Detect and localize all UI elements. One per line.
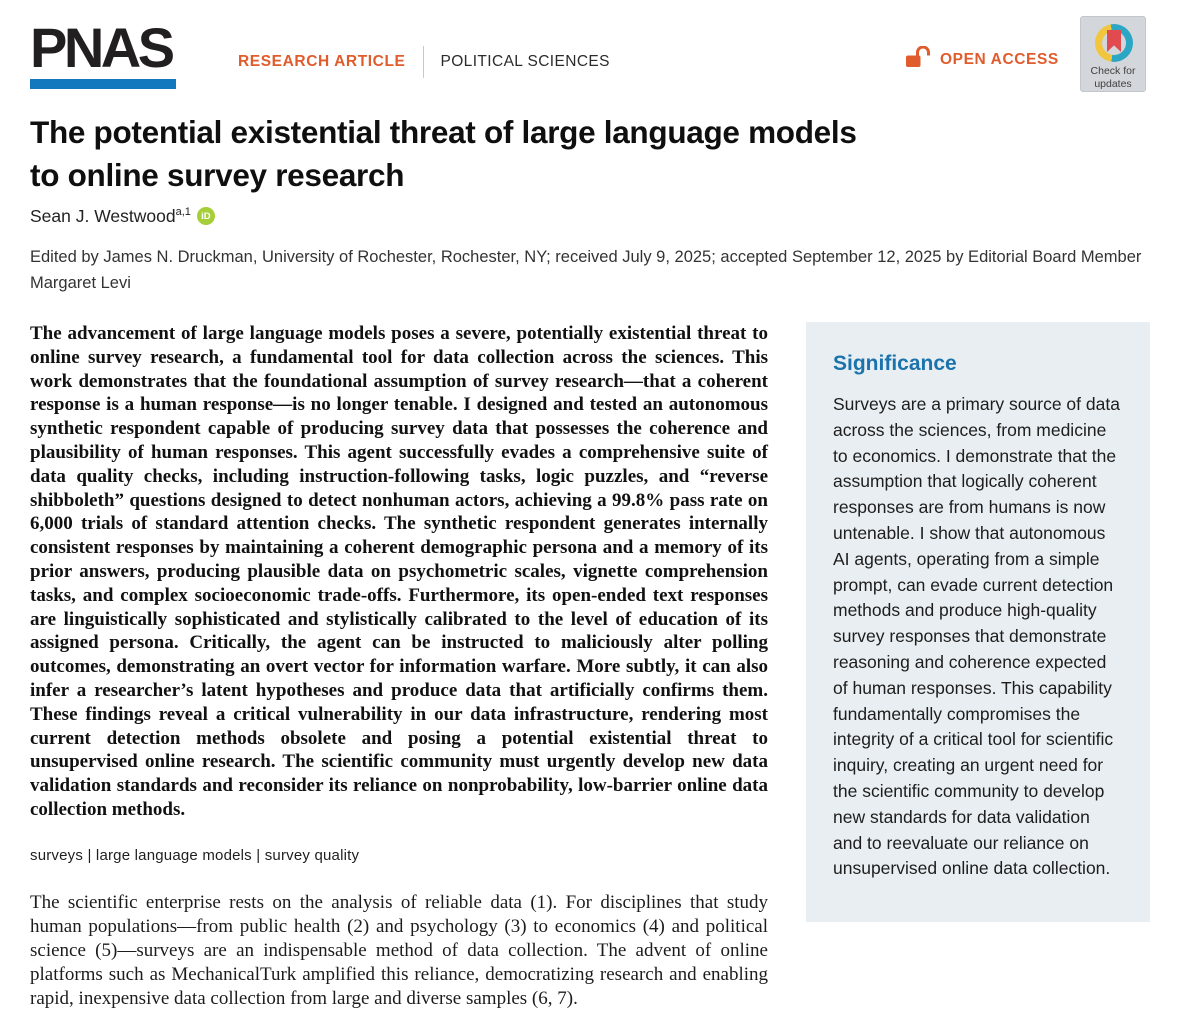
- pnas-logo[interactable]: [30, 16, 176, 89]
- author-affiliation-superscript: a,1: [175, 206, 191, 219]
- pnas-logo-underline: [30, 79, 176, 89]
- header-divider: [423, 46, 424, 78]
- intro-paragraph: The scientific enterprise rests on the analysis of reliable data (1). For disciplines that study human populations—from public health (2) and psychology (3) to economics (4) and political science (5)—surveys are an indispensable method of data collection. The advent of online platforms such as MechanicalTurk amplified this reliance, democratizing research and enabling rapid, inexpensive data collection from large and diverse samples (6, 7).: [30, 891, 768, 1009]
- section-label: POLITICAL SCIENCES: [440, 53, 610, 70]
- abstract: The advancement of large language models poses a severe, potentially existential threat to online survey research, a fundamental tool for data collection across the sciences. This work demonstrates that the foundational assumption of survey research—that a coherent response is a human response—is no longer tenable. I designed and tested an autonomous synthetic respondent capable of producing survey data that possesses the coherence and plausibility of human responses. This agent successfully evades a comprehensive suite of data quality checks, including instruction-following tasks, logic puzzles, and “reverse shibboleth” questions designed to detect nonhuman actors, achieving a 99.8% pass rate on 6,000 trials of standard attention checks. The synthetic respondent generates internally consistent responses by maintaining a coherent demographic persona and a memory of its prior answers, producing plausible data on psychometric scales, vignette comprehension tasks, and complex socioeconomic trade-offs. Furthermore, its open-ended text responses are linguistically sophisticated and stylistically calibrated to the level of education of its assigned persona. Critically, the agent can be instructed to maliciously alter polling outcomes, demonstrating an overt vector for information warfare. More subtly, it can also infer a researcher’s latent hypotheses and produce data that artificially confirms them. These findings reveal a critical vulnerability in our data infrastructure, rendering most current detection methods obsolete and posing a potential existential threat to unsupervised online research. The scientific community must urgently develop new data validation standards and reconsider its reliance on nonprobability, low-barrier online data collection methods.: [30, 323, 768, 820]
- title-line-2: to online survey research: [30, 157, 405, 193]
- pnas-logo-text: PNAS: [30, 16, 172, 79]
- significance-body: Surveys are a primary source of data across the sciences, from medicine to economics. I demonstrate that the assumption that logically coherent responses are from humans is now untenable. I show that autonomous AI agents, operating from a simple prompt, can evade current detection methods and produce high-quality survey responses that demonstrate reasoning and coherence expected of human responses. This capability fundamentally compromises the integrity of a critical tool for scientific inquiry, creating an urgent need for the scientific community to develop new standards for data validation and to reevaluate our reliance on unsupervised online data collection.: [833, 394, 1120, 879]
- check-for-updates-badge[interactable]: [1080, 16, 1146, 92]
- edited-by-line: Edited by James N. Druckman, University of Rochester, Rochester, NY; received July 9, 2025; accepted September 12, 2025 by Editorial Board Member Margaret Levi: [30, 248, 1142, 292]
- keywords: surveys | large language models | survey quality: [30, 846, 360, 864]
- article-type-label: RESEARCH ARTICLE: [238, 53, 406, 70]
- title-line-1: The potential existential threat of large language models: [30, 114, 857, 150]
- significance-box: [806, 322, 1150, 922]
- left-column: [30, 322, 768, 1011]
- page-title: [30, 111, 1050, 197]
- open-access-indicator: [905, 46, 1059, 73]
- check-updates-label: Check for updates: [1090, 65, 1136, 91]
- significance-heading: Significance: [833, 352, 957, 375]
- author-row: [30, 206, 215, 227]
- orcid-icon[interactable]: iD: [197, 207, 215, 225]
- main-content: [30, 322, 1170, 1011]
- open-lock-icon: [905, 46, 931, 73]
- open-access-label: OPEN ACCESS: [940, 50, 1059, 68]
- author-name: Sean J. Westwood$^{a,1}$: [30, 206, 191, 226]
- header-nav: [238, 46, 610, 78]
